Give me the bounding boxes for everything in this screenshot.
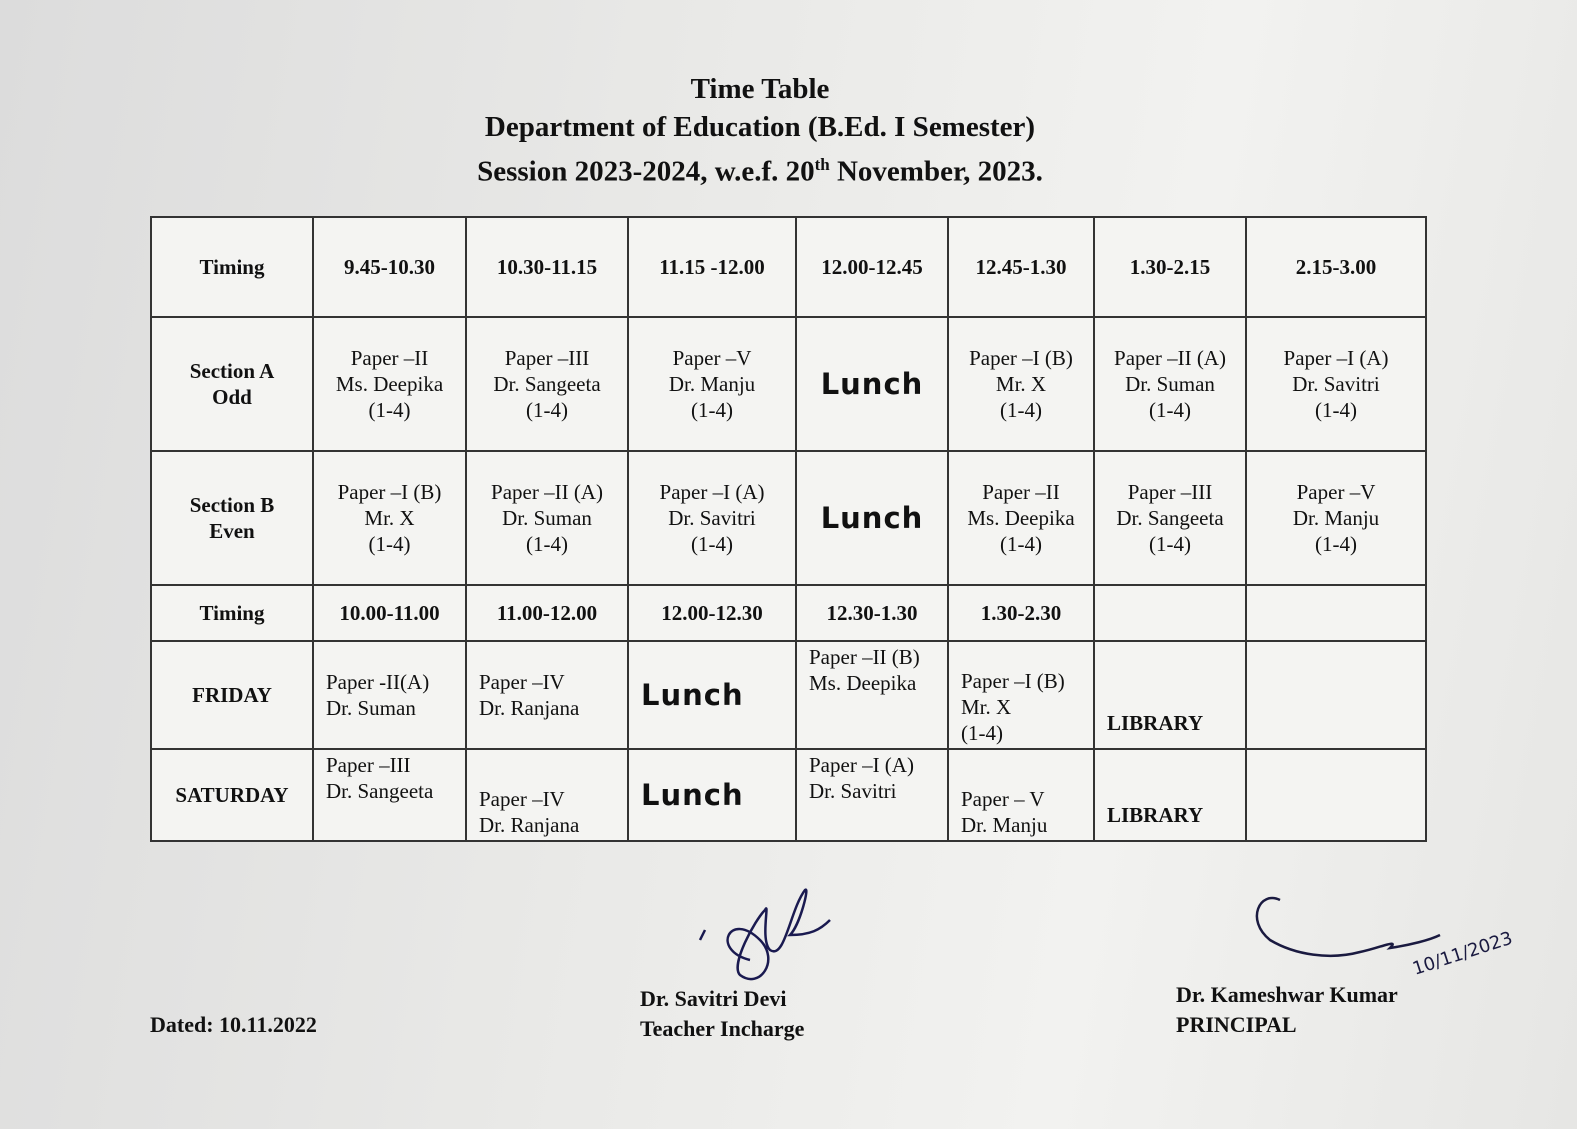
class-cell: Paper –II (A) Dr. Suman (1-4): [1094, 317, 1246, 451]
time-slot: 1.30-2.30: [948, 585, 1094, 641]
principal-block: [1176, 980, 1398, 1040]
class-cell: Paper –II Ms. Deepika (1-4): [313, 317, 466, 451]
time-slot: 2.15-3.00: [1246, 217, 1426, 317]
class-cell: Paper –II (A) Dr. Suman (1-4): [466, 451, 628, 585]
principal-role: PRINCIPAL: [1176, 1012, 1297, 1037]
class-cell: Paper –V Dr. Manju (1-4): [1246, 451, 1426, 585]
class-cell: Paper –III Dr. Sangeeta: [313, 749, 466, 841]
time-slot: 11.00-12.00: [466, 585, 628, 641]
dated-label: Dated: 10.11.2022: [150, 1012, 317, 1037]
document-header: [0, 70, 1520, 191]
day-label-saturday: SATURDAY: [151, 749, 313, 841]
section-a-row: [151, 317, 1426, 451]
timing-label: Timing: [151, 217, 313, 317]
time-slot: [1094, 585, 1246, 641]
class-cell: Paper –II (B) Ms. Deepika: [796, 641, 948, 749]
section-b-label: Section B Even: [151, 451, 313, 585]
class-cell: Paper –IV Dr. Ranjana: [466, 641, 628, 749]
lunch-cell: Lunch: [628, 641, 796, 749]
class-cell: Paper –I (A) Dr. Savitri: [796, 749, 948, 841]
lunch-cell: Lunch: [628, 749, 796, 841]
saturday-row: [151, 749, 1426, 841]
time-slot: 12.45-1.30: [948, 217, 1094, 317]
class-cell: Paper -II(A) Dr. Suman: [313, 641, 466, 749]
section-a-label: Section A Odd: [151, 317, 313, 451]
page-title: Time Table: [690, 73, 830, 105]
time-slot: [1246, 585, 1426, 641]
library-cell: LIBRARY: [1094, 749, 1246, 841]
class-cell: Paper –IV Dr. Ranjana: [466, 749, 628, 841]
principal-sign-date: 10/11/2023: [1410, 927, 1516, 980]
class-cell: Paper –III Dr. Sangeeta (1-4): [1094, 451, 1246, 585]
class-cell: Paper –V Dr. Manju (1-4): [628, 317, 796, 451]
friday-row: [151, 641, 1426, 749]
time-slot: 10.00-11.00: [313, 585, 466, 641]
time-slot: 12.00-12.30: [628, 585, 796, 641]
empty-cell: [1246, 749, 1426, 841]
timing-row: [151, 585, 1426, 641]
timetable: [150, 216, 1427, 842]
session-line: Session 2023-2024, w.e.f. 20th November, 2023.: [477, 155, 1043, 188]
class-cell: Paper –III Dr. Sangeeta (1-4): [466, 317, 628, 451]
time-slot: 12.00-12.45: [796, 217, 948, 317]
library-cell: LIBRARY: [1094, 641, 1246, 749]
lunch-cell: Lunch: [796, 317, 948, 451]
principal-name: Dr. Kameshwar Kumar: [1176, 982, 1398, 1007]
class-cell: Paper –I (A) Dr. Savitri (1-4): [628, 451, 796, 585]
teacher-name: Dr. Savitri Devi: [640, 986, 787, 1011]
time-slot: 11.15 -12.00: [628, 217, 796, 317]
class-cell: Paper –II Ms. Deepika (1-4): [948, 451, 1094, 585]
class-cell: Paper –I (B) Mr. X (1-4): [313, 451, 466, 585]
teacher-incharge-block: [640, 984, 804, 1044]
time-slot: 10.30-11.15: [466, 217, 628, 317]
class-cell: Paper –I (B) Mr. X (1-4): [948, 317, 1094, 451]
class-cell: Paper –I (B) Mr. X (1-4): [948, 641, 1094, 749]
teacher-signature: [690, 880, 840, 1000]
lunch-cell: Lunch: [796, 451, 948, 585]
timing-label: Timing: [151, 585, 313, 641]
class-cell: Paper – V Dr. Manju: [948, 749, 1094, 841]
department-title: Department of Education (B.Ed. I Semester): [484, 111, 1036, 143]
day-label-friday: FRIDAY: [151, 641, 313, 749]
timing-row: [151, 217, 1426, 317]
class-cell: Paper –I (A) Dr. Savitri (1-4): [1246, 317, 1426, 451]
section-b-row: [151, 451, 1426, 585]
time-slot: 12.30-1.30: [796, 585, 948, 641]
empty-cell: [1246, 641, 1426, 749]
principal-signature: [1240, 880, 1560, 990]
time-slot: 1.30-2.15: [1094, 217, 1246, 317]
time-slot: 9.45-10.30: [313, 217, 466, 317]
teacher-role: Teacher Incharge: [640, 1016, 805, 1041]
